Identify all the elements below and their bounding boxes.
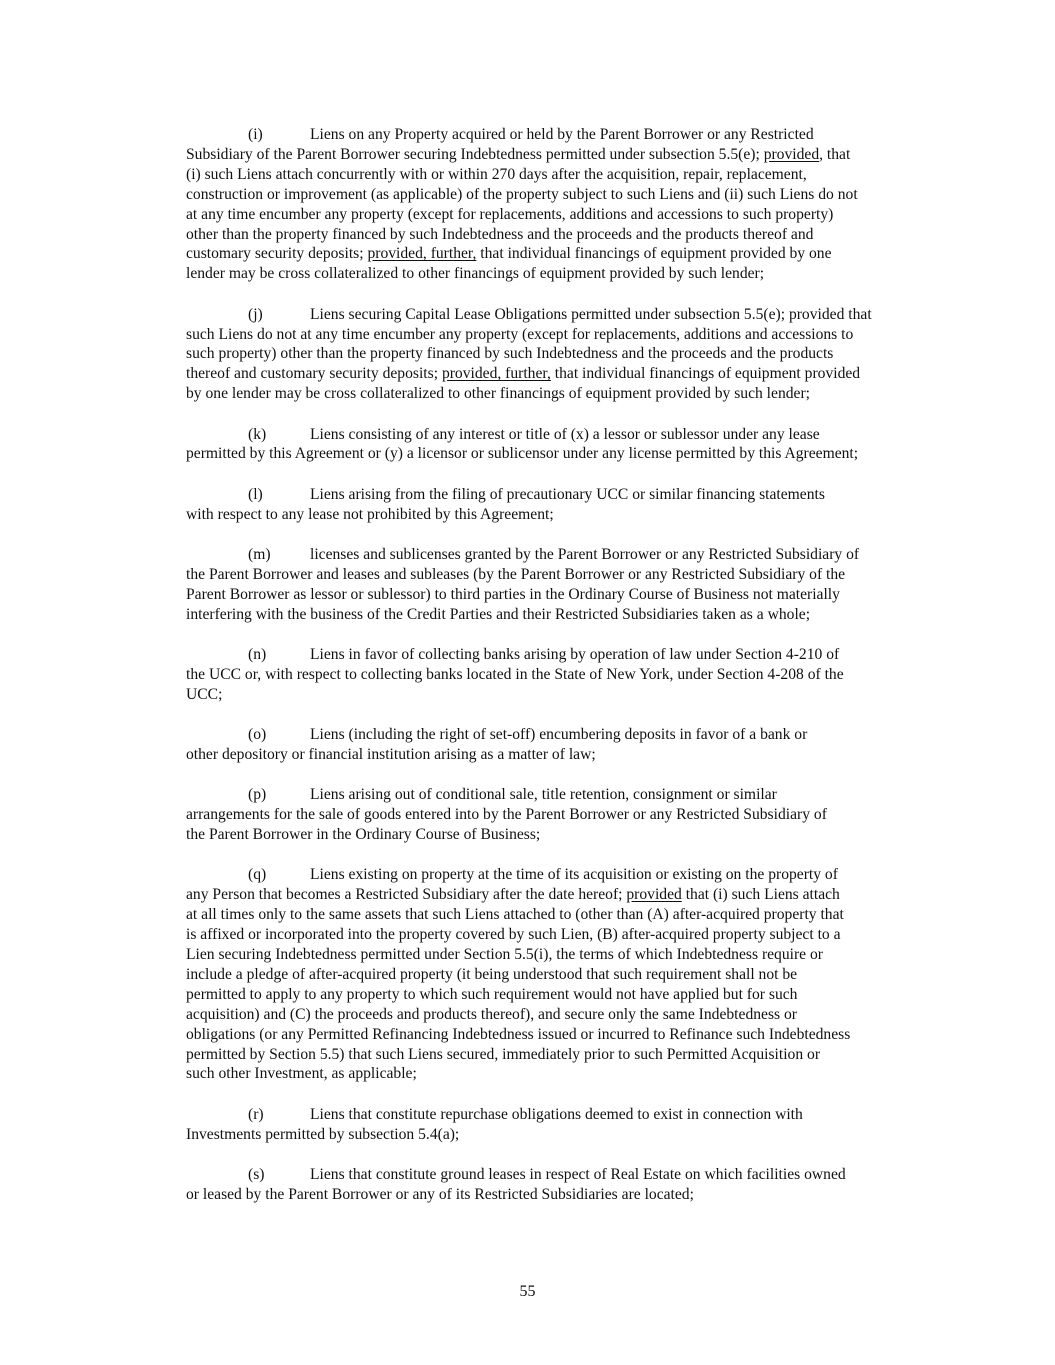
clause-text: that individual financings of equipment provided by one (476, 245, 832, 263)
clause-text: with respect to any lease not prohibited by this Agreement; (186, 505, 554, 523)
clause-line (186, 685, 934, 705)
clause-text: customary security deposits; (186, 245, 368, 263)
clause-text: by one lender may be cross collateralized to other financings of equipment provided by such lender; (186, 385, 810, 403)
clause-line (186, 605, 934, 625)
clause-text: is affixed or incorporated into the property covered by such Lien, (B) after-acquired property subject to a (186, 926, 841, 944)
clause-text: Lien securing Indebtedness permitted under Section 5.5(i), the terms of which Indebtedness require or (186, 946, 823, 964)
clause-paragraph (186, 725, 934, 765)
clause-line (186, 425, 934, 445)
clause-paragraph (186, 865, 934, 1084)
clause-line (186, 1125, 934, 1145)
underlined-term: provided (626, 886, 682, 904)
clause-text: Parent Borrower as lessor or sublessor) to third parties in the Ordinary Course of Business not materially (186, 585, 840, 603)
clause-line (186, 145, 934, 165)
page-number: 55 (519, 1283, 536, 1300)
clause-text: Subsidiary of the Parent Borrower securing Indebtedness permitted under subsection 5.5(e); (186, 145, 764, 163)
clause-label: (r) (248, 1105, 264, 1123)
clause-line (186, 305, 934, 325)
clause-line (186, 985, 934, 1005)
clause-paragraph (186, 1165, 934, 1205)
clause-text: such property) other than the property financed by such Indebtedness and the proceeds and the products (186, 345, 834, 363)
clause-line (186, 485, 934, 505)
clause-label: (p) (248, 786, 267, 804)
clause-line (186, 1005, 934, 1025)
clause-line (186, 205, 934, 225)
clause-line (186, 925, 934, 945)
clause-text: licenses and sublicenses granted by the Parent Borrower or any Restricted Subsidiary of (310, 545, 860, 563)
clause-text: permitted by this Agreement or (y) a licensor or sublicensor under any license permitted by this Agreement; (186, 445, 859, 463)
clause-line (186, 945, 934, 965)
clause-text: (i) such Liens attach concurrently with or within 270 days after the acquisition, repair, replacement, (186, 165, 807, 183)
clause-line (186, 125, 934, 145)
clause-line (186, 745, 934, 765)
clause-line (186, 965, 934, 985)
clause-line (186, 645, 934, 665)
clause-line (186, 885, 934, 905)
clause-text: Liens arising from the filing of precautionary UCC or similar financing statements (310, 485, 825, 503)
underlined-term: provided, further, (441, 365, 551, 383)
clause-text: such other Investment, as applicable; (186, 1065, 417, 1083)
clause-text: the Parent Borrower in the Ordinary Course of Business; (186, 826, 541, 844)
clause-text: obligations (or any Permitted Refinancing Indebtedness issued or incurred to Refinance such Indebtedness (186, 1025, 851, 1043)
clause-text: or leased by the Parent Borrower or any of its Restricted Subsidiaries are located; (186, 1185, 694, 1203)
clause-text: other depository or financial institution arising as a matter of law; (186, 746, 596, 763)
clause-line (186, 565, 934, 585)
clause-text: other than the property financed by such Indebtedness and the proceeds and the products thereof and (186, 225, 814, 243)
clause-line (186, 505, 934, 525)
clause-text: interfering with the business of the Credit Parties and their Restricted Subsidiaries taken as a whole; (186, 605, 811, 623)
clause-text: Liens existing on property at the time of its acquisition or existing on the property of (310, 866, 838, 884)
clause-paragraph (186, 1105, 934, 1145)
clause-line (186, 725, 934, 745)
clause-line (186, 785, 934, 805)
clause-paragraph (186, 125, 934, 284)
clause-label: (s) (248, 1165, 265, 1183)
clause-text: at any time encumber any property (except for replacements, additions and accessions to such property) (186, 205, 834, 223)
clause-line (186, 264, 934, 284)
document-body (186, 125, 934, 1225)
clause-line (186, 1025, 934, 1045)
clause-text: include a pledge of after-acquired property (it being understood that such requirement shall not be (186, 965, 798, 983)
clause-line (186, 585, 934, 605)
clause-text: construction or improvement (as applicable) of the property subject to such Liens and (ii) such Liens do not (186, 185, 858, 203)
clause-text: Liens arising out of conditional sale, title retention, consignment or similar (310, 786, 777, 804)
clause-line (186, 244, 934, 264)
clause-label: (m) (248, 545, 271, 563)
clause-text: permitted to apply to any property to which such requirement would not have applied but for such (186, 985, 798, 1003)
clause-text: lender may be cross collateralized to other financings of equipment provided by such lender; (186, 265, 765, 283)
clause-line (186, 165, 934, 185)
clause-line (186, 344, 934, 364)
clause-text: Liens that constitute ground leases in respect of Real Estate on which facilities owned (310, 1165, 846, 1183)
clause-text: Liens consisting of any interest or title of (x) a lessor or sublessor under any lease (310, 425, 820, 443)
clause-text: thereof and customary security deposits; (186, 365, 442, 383)
clause-line (186, 325, 934, 345)
clause-text: , that (819, 145, 851, 163)
clause-text: at all times only to the same assets that such Liens attached to (other than (A) after-acquired property that (186, 906, 844, 924)
clause-text: Liens securing Capital Lease Obligations permitted under subsection 5.5(e); provided that (310, 305, 872, 323)
clause-text: arrangements for the sale of goods entered into by the Parent Borrower or any Restricted Subsidiary of (186, 806, 827, 824)
clause-line (186, 225, 934, 245)
clause-line (186, 1045, 934, 1065)
clause-paragraph (186, 485, 934, 525)
clause-line (186, 1165, 934, 1185)
clause-text: Liens in favor of collecting banks arising by operation of law under Section 4-210 of (310, 645, 840, 663)
clause-label: (j) (248, 305, 263, 323)
clause-paragraph (186, 305, 934, 405)
clause-paragraph (186, 785, 934, 845)
clause-line (186, 364, 934, 384)
clause-paragraph (186, 645, 934, 705)
clause-text: Liens that constitute repurchase obligations deemed to exist in connection with (310, 1105, 803, 1123)
underlined-term: provided, further, (367, 245, 477, 263)
clause-line (186, 905, 934, 925)
clause-line (186, 825, 934, 845)
clause-text: Liens on any Property acquired or held by the Parent Borrower or any Restricted (310, 126, 814, 143)
clause-text: permitted by Section 5.5) that such Liens secured, immediately prior to such Permitted Acquisition or (186, 1045, 821, 1063)
clause-line (186, 185, 934, 205)
underlined-term: provided (763, 145, 820, 163)
clause-line (186, 384, 934, 404)
clause-label: (k) (248, 425, 267, 443)
clause-line (186, 545, 934, 565)
clause-text: the Parent Borrower and leases and subleases (by the Parent Borrower or any Restricted Subsidiary of the (186, 565, 846, 583)
clause-text: such Liens do not at any time encumber any property (except for replacements, additions and accessions to (186, 325, 854, 343)
clause-label: (o) (248, 726, 267, 744)
clause-text: acquisition) and (C) the proceeds and products thereof), and secure only the same Indebtedness or (186, 1005, 797, 1023)
clause-line (186, 1185, 934, 1205)
clause-text: Liens (including the right of set-off) encumbering deposits in favor of a bank or (310, 726, 808, 744)
clause-label: (l) (248, 485, 263, 503)
clause-line (186, 665, 934, 685)
clause-paragraph (186, 425, 934, 465)
clause-paragraph (186, 545, 934, 625)
clause-line (186, 444, 934, 464)
clause-label: (i) (248, 126, 263, 143)
clause-text: UCC; (186, 685, 223, 703)
clause-text: that individual financings of equipment provided (550, 365, 861, 383)
clause-label: (n) (248, 645, 267, 663)
clause-line (186, 865, 934, 885)
clause-label: (q) (248, 866, 267, 884)
clause-text: that (i) such Liens attach (681, 886, 840, 904)
clause-text: any Person that becomes a Restricted Subsidiary after the date hereof; (186, 886, 627, 904)
clause-text: Investments permitted by subsection 5.4(a); (186, 1125, 460, 1143)
clause-line (186, 805, 934, 825)
clause-line (186, 1105, 934, 1125)
clause-line (186, 1064, 934, 1084)
clause-text: the UCC or, with respect to collecting banks located in the State of New York, under Section 4-208 of the (186, 665, 844, 683)
